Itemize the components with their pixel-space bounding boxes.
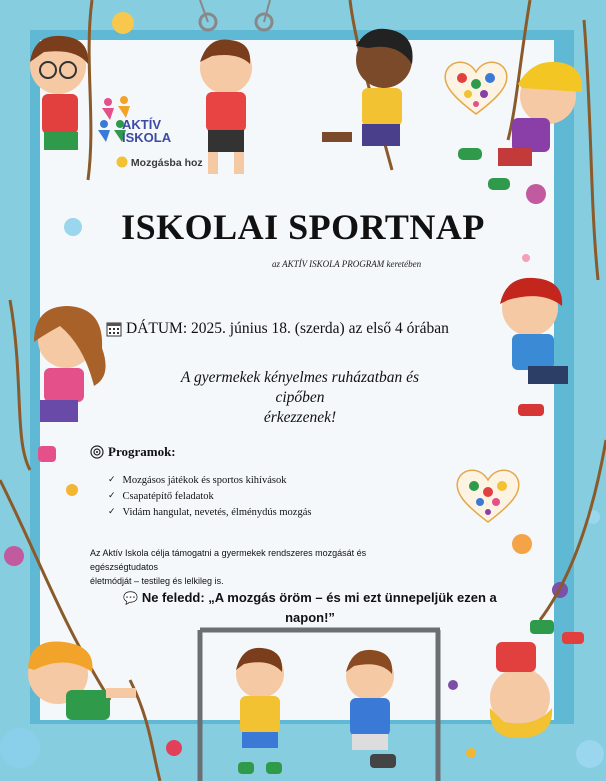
check-icon: ✓ [108,475,116,485]
logo-tagline-text: Mozgásba hoz [130,157,203,169]
logo-wordmark [122,118,171,144]
list-item-text: Csapatépítő feladatok [122,490,214,502]
kid-illustration [318,16,428,176]
kid-illustration [460,612,600,752]
check-icon: ✓ [108,491,116,501]
smiley-icon [116,156,128,168]
heart-sports-icon [442,58,510,116]
logo-tagline [116,156,203,169]
list-item [108,488,311,504]
list-item-text: Mozgásos játékok és sportos kihívások [122,474,287,486]
target-icon [90,445,104,459]
kid-illustration [472,272,606,422]
clothing-note [160,368,440,428]
aim-line: Az Aktív Iskola célja támogatni a gyermekek rendszeres mozgását és egészségtudatos [90,548,367,572]
footer-line1-text: Ne feledd: „A mozgás öröm – és mi ezt ünnepeljük ezen a [141,590,497,605]
speech-bubble-icon: 💬 [123,591,139,605]
calendar-icon [106,321,122,337]
programs-heading-text: Programok: [108,444,176,459]
heart-sports-icon [454,466,522,524]
kid-illustration [330,630,410,780]
note-line: érkezzenek! [263,409,337,426]
aim-paragraph [90,546,430,588]
page-title: ISKOLAI SPORTNAP [121,207,485,247]
note-line: A gyermekek kényelmes ruházatban és cipőben [180,369,420,406]
date-text: DÁTUM: 2025. június 18. (szerda) az első 4 órában [126,320,449,337]
programs-list [108,472,311,520]
logo-line1: AKTÍV [122,117,161,132]
date-line [106,320,449,338]
footer-line: napon!” [285,610,335,625]
footer-line [110,588,510,608]
kid-illustration [220,628,300,778]
aim-line: életmódját – testileg és lelkileg is. [90,576,224,586]
list-item [108,504,311,520]
list-item-text: Vidám hangulat, nevetés, élménydús mozgás [122,506,312,518]
footer-reminder [110,588,510,627]
check-icon: ✓ [108,507,116,517]
subtitle: az AKTÍV ISKOLA PROGRAM keretében [272,259,422,269]
programs-heading [90,444,176,460]
kid-illustration [6,630,136,750]
aktiv-iskola-logo [98,94,203,178]
list-item [108,472,311,488]
logo-line2: ISKOLA [122,130,172,145]
